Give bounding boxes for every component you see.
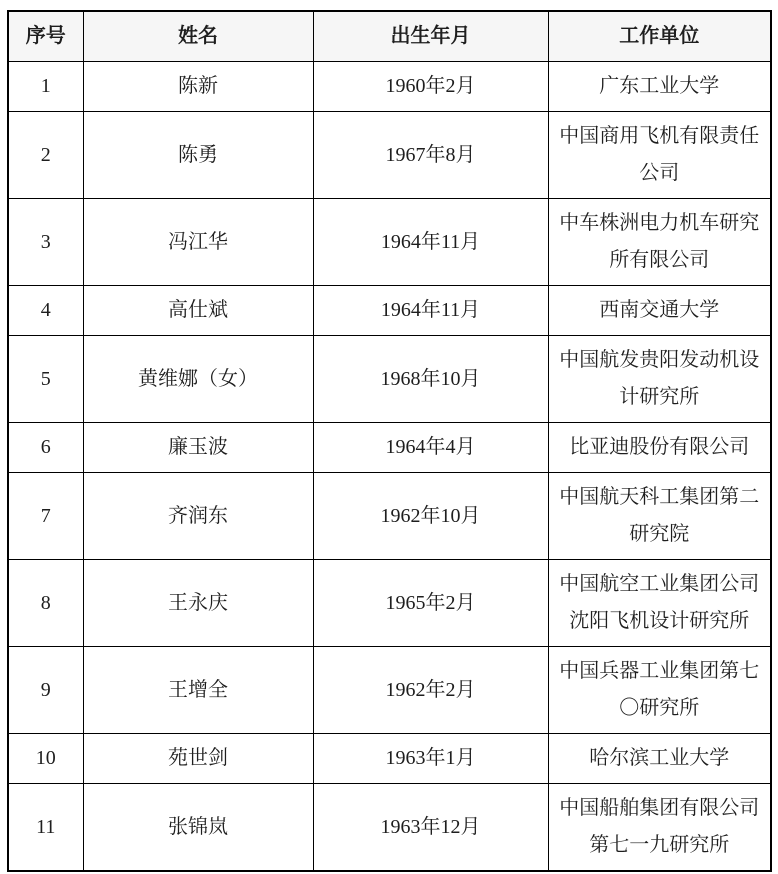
cell-index: 3 bbox=[8, 199, 83, 286]
cell-birth: 1962年10月 bbox=[313, 473, 548, 560]
table-row bbox=[8, 473, 771, 560]
table-row bbox=[8, 199, 771, 286]
cell-unit: 中国航空工业集团公司沈阳飞机设计研究所 bbox=[548, 560, 771, 647]
cell-birth: 1965年2月 bbox=[313, 560, 548, 647]
table-header bbox=[8, 11, 771, 62]
table-row bbox=[8, 734, 771, 784]
table-row bbox=[8, 62, 771, 112]
cell-unit: 哈尔滨工业大学 bbox=[548, 734, 771, 784]
cell-unit: 西南交通大学 bbox=[548, 286, 771, 336]
cell-index: 4 bbox=[8, 286, 83, 336]
cell-name: 廉玉波 bbox=[83, 423, 313, 473]
cell-name: 黄维娜（女） bbox=[83, 336, 313, 423]
cell-index: 2 bbox=[8, 112, 83, 199]
cell-birth: 1967年8月 bbox=[313, 112, 548, 199]
cell-name: 苑世剑 bbox=[83, 734, 313, 784]
table-row bbox=[8, 336, 771, 423]
cell-unit: 中国商用飞机有限责任公司 bbox=[548, 112, 771, 199]
cell-name: 陈勇 bbox=[83, 112, 313, 199]
table-body bbox=[8, 62, 771, 872]
cell-name: 王永庆 bbox=[83, 560, 313, 647]
cell-birth: 1960年2月 bbox=[313, 62, 548, 112]
column-header-name: 姓名 bbox=[83, 11, 313, 62]
cell-name: 高仕斌 bbox=[83, 286, 313, 336]
cell-index: 11 bbox=[8, 784, 83, 872]
cell-unit: 中车株洲电力机车研究所有限公司 bbox=[548, 199, 771, 286]
cell-index: 6 bbox=[8, 423, 83, 473]
cell-name: 齐润东 bbox=[83, 473, 313, 560]
cell-name: 张锦岚 bbox=[83, 784, 313, 872]
cell-birth: 1963年1月 bbox=[313, 734, 548, 784]
cell-birth: 1963年12月 bbox=[313, 784, 548, 872]
cell-unit: 广东工业大学 bbox=[548, 62, 771, 112]
column-header-index: 序号 bbox=[8, 11, 83, 62]
cell-birth: 1962年2月 bbox=[313, 647, 548, 734]
table-row bbox=[8, 423, 771, 473]
table-row bbox=[8, 112, 771, 199]
cell-index: 7 bbox=[8, 473, 83, 560]
table-row bbox=[8, 784, 771, 872]
cell-index: 8 bbox=[8, 560, 83, 647]
personnel-table bbox=[7, 10, 772, 872]
cell-index: 9 bbox=[8, 647, 83, 734]
cell-birth: 1964年11月 bbox=[313, 199, 548, 286]
cell-unit: 中国航发贵阳发动机设计研究所 bbox=[548, 336, 771, 423]
header-row bbox=[8, 11, 771, 62]
cell-unit: 中国船舶集团有限公司第七一九研究所 bbox=[548, 784, 771, 872]
cell-birth: 1968年10月 bbox=[313, 336, 548, 423]
cell-name: 陈新 bbox=[83, 62, 313, 112]
cell-unit: 中国兵器工业集团第七〇研究所 bbox=[548, 647, 771, 734]
table-row bbox=[8, 286, 771, 336]
cell-index: 10 bbox=[8, 734, 83, 784]
cell-birth: 1964年11月 bbox=[313, 286, 548, 336]
cell-birth: 1964年4月 bbox=[313, 423, 548, 473]
table-row bbox=[8, 647, 771, 734]
cell-name: 冯江华 bbox=[83, 199, 313, 286]
cell-index: 5 bbox=[8, 336, 83, 423]
cell-unit: 中国航天科工集团第二研究院 bbox=[548, 473, 771, 560]
cell-index: 1 bbox=[8, 62, 83, 112]
column-header-birth: 出生年月 bbox=[313, 11, 548, 62]
cell-name: 王增全 bbox=[83, 647, 313, 734]
column-header-unit: 工作单位 bbox=[548, 11, 771, 62]
cell-unit: 比亚迪股份有限公司 bbox=[548, 423, 771, 473]
table-row bbox=[8, 560, 771, 647]
